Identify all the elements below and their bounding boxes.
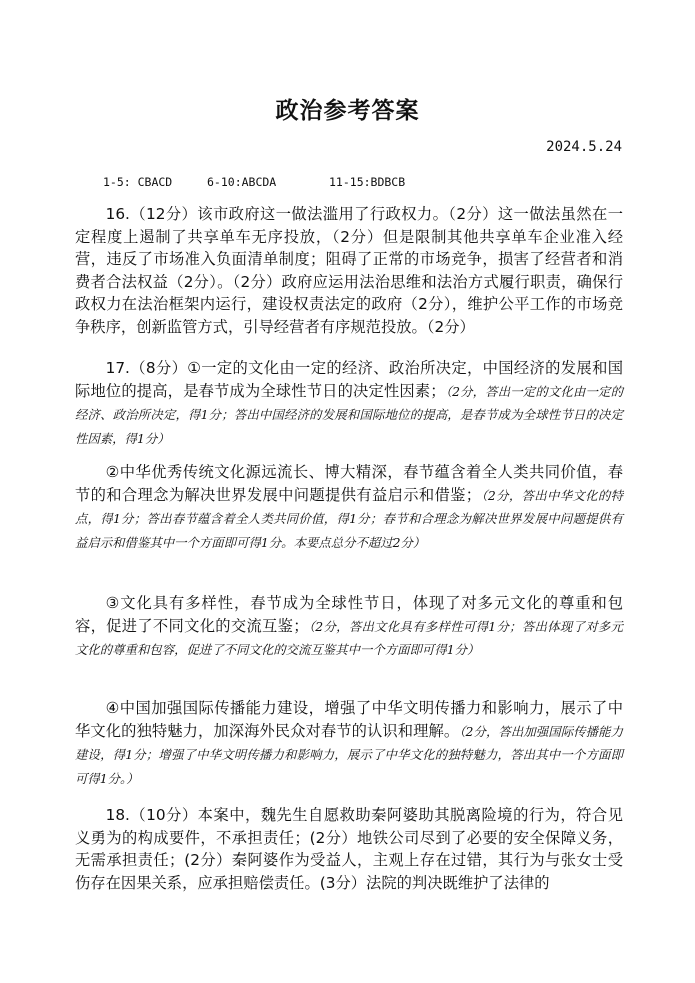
point-main-text: ③文化具有多样性，春节成为全球性节日，体现了对多元文化的尊重和包容，促进了不同文化的交流互鉴； <box>75 594 623 635</box>
question-17-point-2 <box>75 461 623 554</box>
scoring-note: （2分，答出文化具有多样性可得1分；答出体现了对多元文化的尊重和包容，促进了不同文化的交流互鉴其中一个方面即可得1分） <box>75 618 623 657</box>
question-16-answer: 16.（12分）该市政府这一做法滥用了行政权力。（2分）这一做法虽然在一定程度上遏制了共享单车无序投放，（2分）但是限制其他共享单车企业准入经营，违反了市场准入负面清单制度；阻碍了正常的市场竞争，损害了经营者和消费者合法权益（2分）。（2分）政府应运用法治思维和法治方式履行职责，确保行政权力在法治框架内运行，建设权责法定的政府（2分），维护公平工作的市场竞争秩序，创新监管方式，引导经营者有序规范投放。（2分） <box>75 205 623 336</box>
choice-answer-group: 11-15:BDBCB <box>329 175 406 189</box>
choice-answer-group: 6-10:ABCDA <box>207 175 277 189</box>
exam-date: 2024.5.24 <box>546 139 622 155</box>
point-main-text: ②中华优秀传统文化源远流长、博大精深，春节蕴含着全人类共同价值，春节的和合理念为解决世界发展中问题提供有益启示和借鉴； <box>75 463 623 504</box>
choice-answer-group: 1-5: CBACD <box>103 175 173 189</box>
question-17-point-4 <box>75 697 623 790</box>
page-title: 政治参考答案 <box>275 97 420 124</box>
scoring-note: （2分，答出一定的文化由一定的经济、政治所决定，得1分；答出中国经济的发展和国际地位的提高，是春节成为全球性节日的决定性因素，得1分） <box>75 383 623 446</box>
question-18-answer: 18.（10分）本案中，魏先生自愿救助秦阿婆助其脱离险境的行为，符合见义勇为的构成要件，不承担责任；(2分）地铁公司尽到了必要的安全保障义务，无需承担责任；(2分）秦阿婆作为受益人，主观上存在过错，其行为与张女士受伤存在因果关系，应承担赔偿责任。(3分）法院的判决既维护了法律的 <box>75 806 623 892</box>
question-17-point-3 <box>75 592 623 662</box>
question-17-point-1 <box>75 357 623 450</box>
choice-answers <box>103 175 405 189</box>
scoring-note: （2分，答出加强国际传播能力建设，得1分；增强了中华文明传播力和影响力，展示了中华文化的独特魅力，答出其中一个方面即可得1分。） <box>75 723 623 786</box>
point-main-text: ④中国加强国际传播能力建设，增强了中华文明传播力和影响力，展示了中华文化的独特魅力，加深海外民众对春节的认识和理解。 <box>75 699 623 740</box>
point-main-text: 17.（8分）①一定的文化由一定的经济、政治所决定，中国经济的发展和国际地位的提高，是春节成为全球性节日的决定性因素； <box>75 359 623 400</box>
scoring-note: （2分，答出中华文化的特点，得1分；答出春节蕴含着全人类共同价值，得1分；春节和合理念为解决世界发展中问题提供有益启示和借鉴其中一个方面即可得1分。本要点总分不超过2分） <box>75 487 623 550</box>
